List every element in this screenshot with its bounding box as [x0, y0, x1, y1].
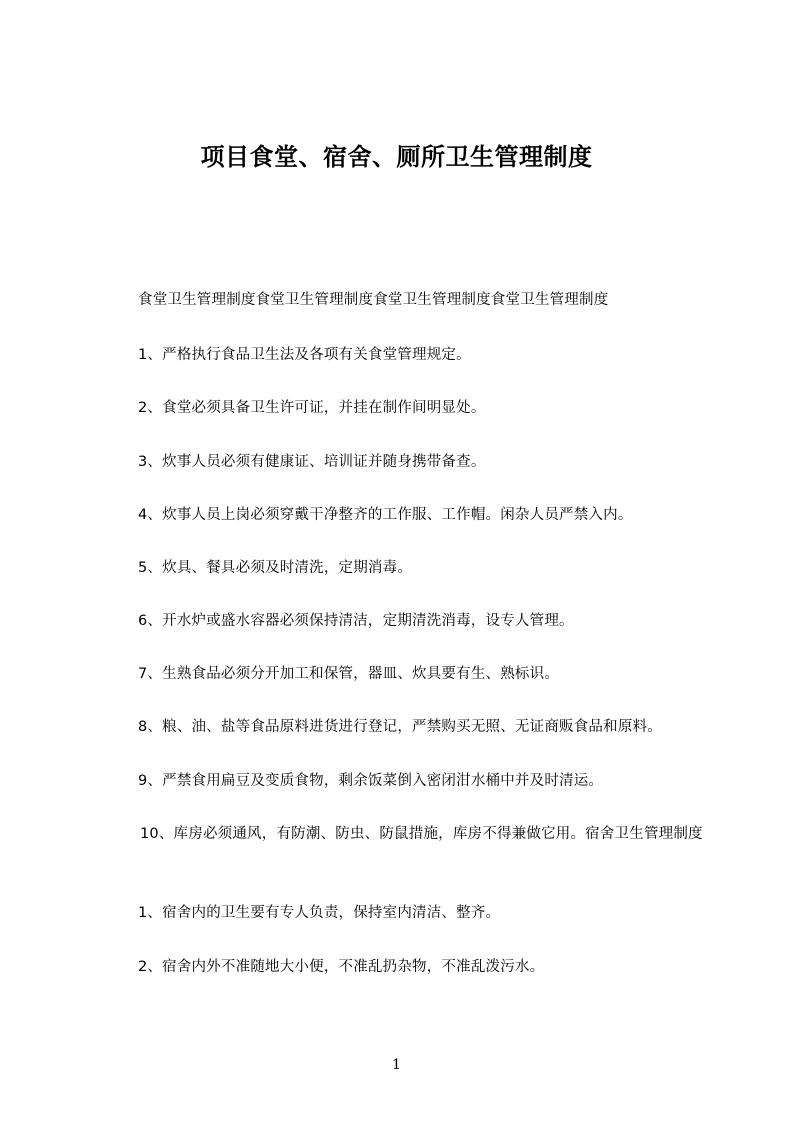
dorm-rule-2: 2、宿舍内外不准随地大小便，不准乱扔杂物，不准乱泼污水。 — [138, 959, 545, 975]
dorm-rule-1: 1、宿舍内的卫生要有专人负责，保持室内清洁、整齐。 — [138, 905, 501, 921]
canteen-rule-8: 8、粮、油、盐等食品原料进货进行登记，严禁购买无照、无证商贩食品和原料。 — [138, 719, 662, 735]
canteen-rule-5: 5、炊具、餐具必须及时清洗，定期消毒。 — [138, 560, 413, 576]
section-heading-canteen: 食堂卫生管理制度食堂卫生管理制度食堂卫生管理制度食堂卫生管理制度 — [138, 292, 609, 308]
canteen-rule-1: 1、严格执行食品卫生法及各项有关食堂管理规定。 — [138, 347, 471, 363]
canteen-rule-6: 6、开水炉或盛水容器必须保持清洁，定期清洗消毒，设专人管理。 — [138, 613, 574, 629]
canteen-rule-10-and-dorm-heading: 10、库房必须通风，有防潮、防虫、防鼠措施，库房不得兼做它用。宿舍卫生管理制度 — [140, 826, 703, 842]
canteen-rule-4: 4、炊事人员上岗必须穿戴干净整齐的工作服、工作帽。闲杂人员严禁入内。 — [138, 507, 633, 523]
canteen-rule-2: 2、食堂必须具备卫生许可证，并挂在制作间明显处。 — [138, 400, 486, 416]
document-title: 项目食堂、宿舍、厕所卫生管理制度 — [200, 143, 593, 171]
page-number: 1 — [392, 1057, 401, 1073]
canteen-rule-3: 3、炊事人员必须有健康证、培训证并随身携带备查。 — [138, 454, 486, 470]
canteen-rule-9: 9、严禁食用扁豆及变质食物，剩余饭菜倒入密闭泔水桶中并及时清运。 — [138, 773, 604, 789]
canteen-rule-7: 7、生熟食品必须分开加工和保管，器皿、炊具要有生、熟标识。 — [138, 666, 560, 682]
